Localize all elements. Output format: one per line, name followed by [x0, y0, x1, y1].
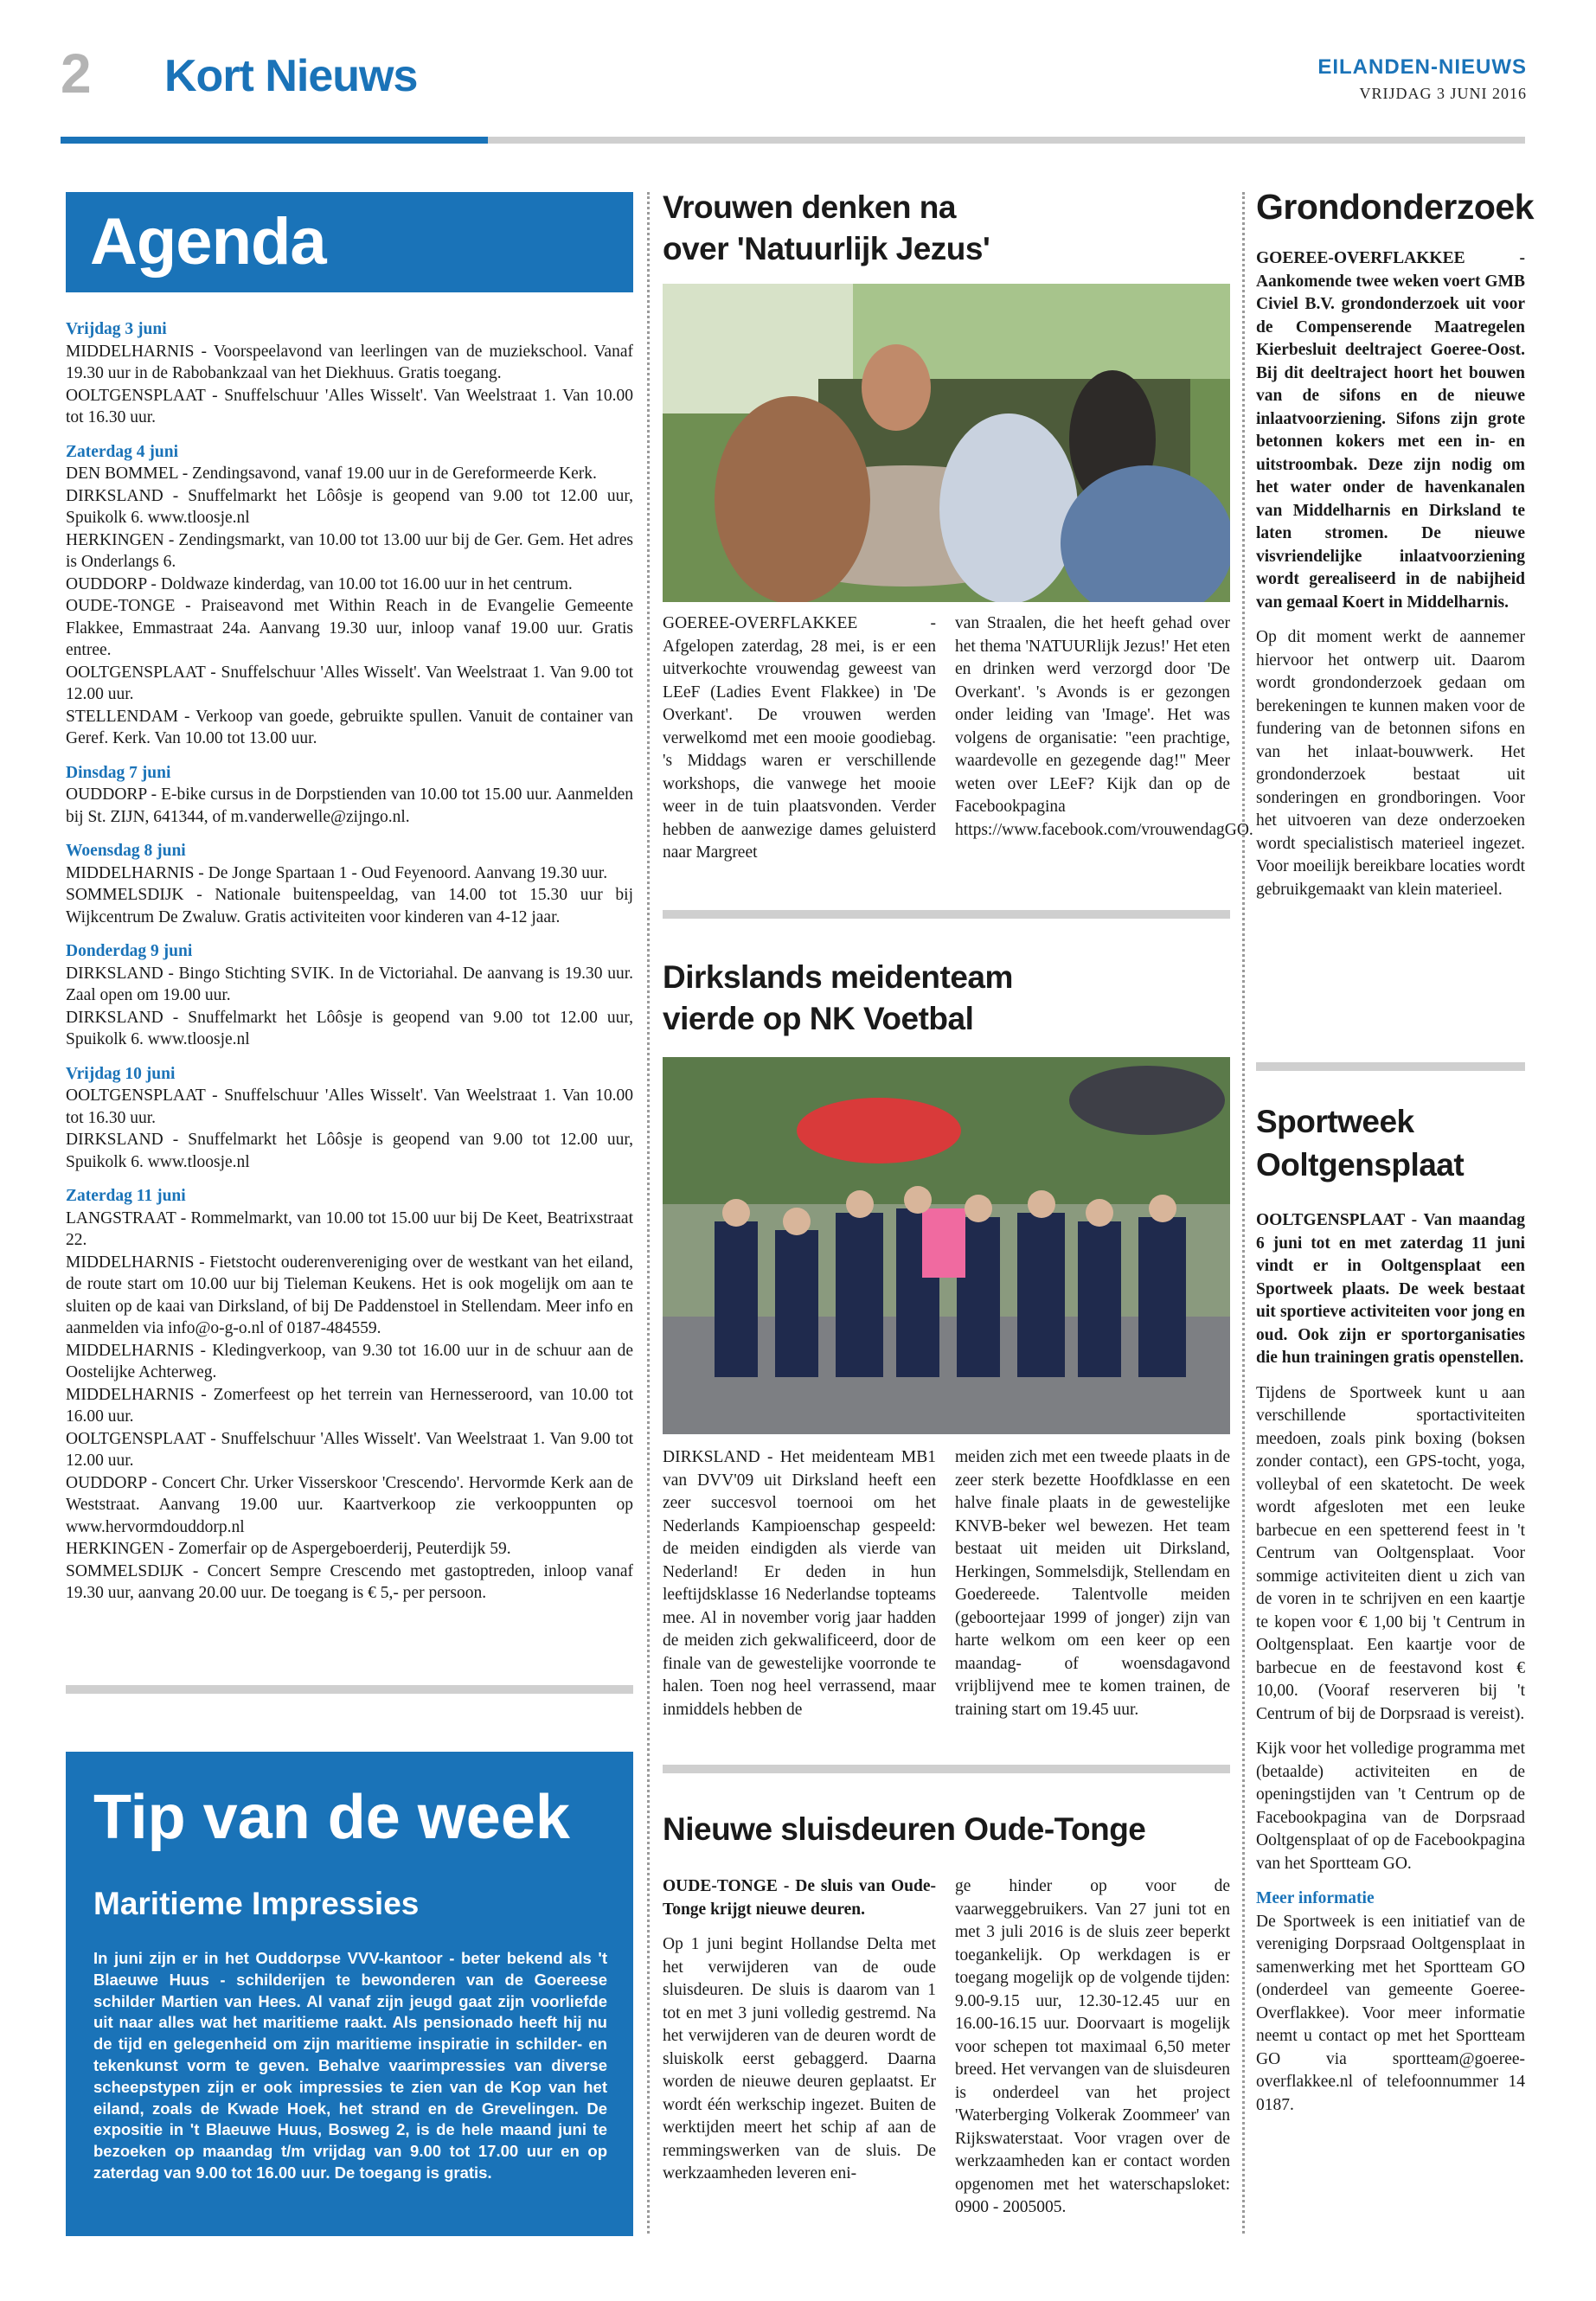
- agenda-item: DIRKSLAND - Bingo Stichting SVIK. In de Victoriahal. De aanvang is 19.30 uur. Zaal open om 19.00 uur.: [66, 964, 633, 1004]
- agenda-item: DEN BOMMEL - Zendingsavond, vanaf 19.00 uur in de Gereformeerde Kerk.: [66, 465, 597, 483]
- newspaper-logo: EILANDEN-NIEUWS: [1317, 55, 1527, 79]
- agenda-day-heading: Zaterdag 4 juni: [66, 442, 179, 461]
- agenda-item: MIDDELHARNIS - Voorspeelavond van leerlingen van de muziekschool. Vanaf 19.30 uur in de Rabobankzaal van het Diekhuus. Gratis toegang.: [66, 342, 633, 382]
- agenda-item: OOLTGENSPLAAT - Snuffelschuur 'Alles Wisselt'. Van Weelstraat 1. Van 10.00 tot 16.30 uur.: [66, 1086, 633, 1127]
- article2-col1: DIRKSLAND - Het meidenteam MB1 van DVV'09 uit Dirksland heeft een zeer succesvol toernooi om het Nederlands Kampioenschap gespeeld: de meiden eindigden als vierde van Nederland! Er deden in hun leeftijdsklasse 16 Nederlandse topteams mee. Al in november vorig jaar hadden de meiden zich gekwalificeerd, door de finale van de gewestelijke voorronde te halen. Toen nog heel verrassend, maar inmiddels hebben de: [663, 1448, 936, 1719]
- article5-lead: OOLTGENSPLAAT - Van maandag 6 juni tot en met zaterdag 11 juni vindt er in Ooltgensplaat een Sportweek plaats. De week bestaat uit sportieve activiteiten voor jong en oud. Ook zijn er sportorganisaties die hun trainingen gratis openstellen.: [1256, 1211, 1525, 1367]
- headline-line: over 'Natuurlijk Jezus': [663, 231, 990, 266]
- article2-col2: meiden zich met een tweede plaats in de zeer sterk bezette Hoofdklasse en een halve finale plaats in de gewestelijke KNVB-beker wel bewezen. Het team bestaat uit meiden uit Dirksland, Herkingen, Sommelsdijk, Stellendam en Goedereede. Talentvolle meiden (geboortejaar 1999 of jonger) zijn van harte welkom om een keer op een maandag- of woensdagavond vrijblijvend mee te komen trainen, de training start om 19.45 uur.: [955, 1448, 1230, 1719]
- agenda-item: MIDDELHARNIS - Fietstocht ouderenvereniging over de westkant van het eiland, de route start om 10.00 uur bij Tieleman Keukens. Het is ook mogelijk om aan te sluiten op de kaai van Dirksland, of bij De Paddenstoel in Stellendam. Meer info en aanmelden via info@o-g-o.nl of 0187-484559.: [66, 1253, 633, 1337]
- headline-line: Ooltgensplaat: [1256, 1147, 1465, 1183]
- column-divider: [647, 192, 650, 2234]
- article-rule: [663, 1765, 1230, 1773]
- agenda-item: OUDDORP - Doldwaze kinderdag, van 10.00 tot 16.00 uur in het centrum.: [66, 574, 573, 593]
- article5-body3: De Sportweek is een initiatief van de vereniging Dorpsraad Ooltgensplaat in samenwerking met het Sportteam GO (onderdeel van gemeente Goeree-Overflakkee). Voor meer informatie neemt u contact op met het Sportteam GO via sportteam@goeree-overflakkee.nl of telefoonnummer 14 0187.: [1256, 1912, 1525, 2114]
- article3-headline: Nieuwe sluisdeuren Oude-Tonge: [663, 1811, 1146, 1847]
- agenda-item: HERKINGEN - Zomerfair op de Aspergeboerderij, Peuterdijk 59.: [66, 1540, 511, 1558]
- article-rule: [663, 910, 1230, 919]
- article1-col2: van Straalen, die het heeft gehad over het thema 'NATUURlijk Jezus!' Het eten en drinken werd verzorgd door 'De Overkant'. 's Avonds is er gezongen onder leiding van 'Image'. Het was volgens de organisatie: "een prachtige, waardevolle en gezegende dag!" Meer weten over LEeF? Kijk dan op de Facebookpagina https://www.facebook.com/vrouwendagGO.: [955, 614, 1253, 839]
- agenda-item: OUDDORP - E-bike cursus in de Dorpstienden van 10.00 tot 15.00 uur. Aanmelden bij St. ZIJN, 641344, of m.vanderwelle@zijngo.nl.: [66, 785, 633, 826]
- agenda-day-heading: Vrijdag 3 juni: [66, 320, 167, 338]
- article-rule: [1256, 1062, 1525, 1071]
- article4-headline: Grondonderzoek: [1256, 187, 1535, 227]
- headline-line: Sportweek: [1256, 1104, 1414, 1139]
- agenda-day-heading: Donderdag 9 juni: [66, 942, 193, 960]
- article5-body1: Tijdens de Sportweek kunt u aan verschillende sportactiviteiten meedoen, zoals pink boxing (boksen zonder contact), een GPS-tocht, yoga, volleybal of een skatetocht. De week wordt afgesloten met een leuke barbecue en een spetterend feest in 't Centrum van Ooltgensplaat. Voor sommige activiteiten dient u zich van de voren in te schrijven en een kaartje te kopen voor € 1,00 bij 't Centrum in Ooltgensplaat. Een kaartje voor de barbecue en de feestavond kost € 10,00. (Vooraf reserveren bij 't Centrum of bij de Dorpsraad is vereist).: [1256, 1383, 1525, 1723]
- women-garden-photo: [663, 284, 1230, 602]
- agenda-item: DIRKSLAND - Snuffelmarkt het Lôôsje is geopend van 9.00 tot 12.00 uur, Spuikolk 6. www.tloosje.nl: [66, 1131, 633, 1171]
- more-info-label: Meer informatie: [1256, 1889, 1375, 1907]
- article4-lead: GOEREE-OVERFLAKKEE - Aankomende twee weken voert GMB Civiel B.V. grondonderzoek uit voor de Compenserende Maatregelen Kierbesluit deeltraject Goeree-Oost. Bij dit deeltraject hoort het bouwen van de sifons en de nieuwe inlaatvoorziening. Sifons zijn grote betonnen kokers met een in- en uitstroombak. Deze zijn nodig om het water onder de havenkanalen van Middelharnis en Dirksland te laten stromen. De nieuwe visvriendelijke inlaatvoorziening wordt gerealiseerd in de nabijheid van gemaal Koert in Middelharnis.: [1256, 249, 1525, 612]
- headline-line: Dirkslands meidenteam: [663, 959, 1013, 995]
- article5-body2: Kijk voor het volledige programma met (betaalde) activiteiten en de openingstijden van 't Centrum op de Facebookpagina van de Dorpsraad Ooltgensplaat of op de Facebookpagina van het Sportteam GO.: [1256, 1740, 1525, 1873]
- agenda-item: OUDDORP - Concert Chr. Urker Visserskoor 'Crescendo'. Hervormde Kerk aan de Weststraat. Aanvang 19.00 uur. Kaartverkoop zie verkooppunten op www.hervormdouddorp.nl: [66, 1473, 633, 1536]
- column-divider: [1242, 192, 1245, 2234]
- agenda-item: SOMMELSDIJK - Nationale buitenspeeldag, van 14.00 tot 15.30 uur bij Wijkcentrum De Zwaluw. Gratis activiteiten voor kinderen van 4-12 jaar.: [66, 886, 633, 926]
- agenda-title: Agenda: [90, 205, 326, 279]
- agenda-day-heading: Dinsdag 7 juni: [66, 763, 171, 782]
- article3-col1: [663, 1875, 936, 2186]
- agenda-item: MIDDELHARNIS - Kledingverkoop, van 9.30 tot 16.00 uur in de schuur aan de Oostelijke Achterweg.: [66, 1341, 633, 1381]
- agenda-item: DIRKSLAND - Snuffelmarkt het Lôôsje is geopend van 9.00 tot 12.00 uur, Spuikolk 6. www.tloosje.nl: [66, 1008, 633, 1048]
- article1-col1: GOEREE-OVERFLAKKEE - Afgelopen zaterdag, 28 mei, is er een uitverkochte vrouwendag geweest van LEeF (Ladies Event Flakkee) in 'De Overkant'. De vrouwen werden verwelkomd met een mooie goodiebag. 's Middags waren er verschillende workshops, die vanwege het mooie weer in de tuin plaatsvonden. Verder hebben de aanwezige dames geluisterd naar Margreet: [663, 614, 936, 862]
- headline-line: Vrouwen denken na: [663, 189, 956, 225]
- header-rule: [488, 137, 1525, 144]
- agenda-item: OOLTGENSPLAAT - Snuffelschuur 'Alles Wisselt'. Van Weelstraat 1. Van 9.00 tot 12.00 uur.: [66, 1429, 633, 1470]
- article5-headline: [1256, 1100, 1525, 1187]
- article3-lead: OUDE-TONGE - De sluis van Oude-Tonge krijgt nieuwe deuren.: [663, 1877, 936, 1919]
- photo-illustration: [663, 284, 1230, 602]
- agenda-item: MIDDELHARNIS - Zomerfeest op het terrein van Hernesseroord, van 10.00 tot 16.00 uur.: [66, 1385, 633, 1426]
- agenda-item: OUDE-TONGE - Praiseavond met Within Reach in de Evangelie Gemeente Flakkee, Emmastraat 24a. Aanvang 19.30 uur, inloop vanaf 19.00 uur. Gratis entree.: [66, 597, 633, 659]
- article3-body: Op 1 juni begint Hollandse Delta met het verwijderen van de oude sluisdeuren. De sluis is daarom van 1 tot en met 3 juni volledig gestremd. Na het verwijderen van de deuren wordt de sluiskolk eerst gebaggerd. Daarna worden de nieuwe deuren geplaatst. Er wordt één werkschip ingezet. Buiten de werktijden meert het schip af aan de remmingswerken van de sluis. De werkzaamheden leveren eni-: [663, 1935, 936, 2182]
- article4-body: Op dit moment werkt de aannemer hiervoor het ontwerp uit. Daarom wordt grondonderzoek gedaan om berekeningen te kunnen maken voor de fundering van de betonnen sifons en van het inlaat-bouwwerk. Het grondonderzoek bestaat uit sonderingen en grondboringen. Voor het uitvoeren van deze onderzoeken wordt specialistisch materieel ingezet. Voor moeilijk bereikbare locaties wordt gebruikgemaakt van klein materieel.: [1256, 628, 1525, 899]
- header-rule-accent: [61, 137, 488, 144]
- agenda-item: DIRKSLAND - Snuffelmarkt het Lôôsje is geopend van 9.00 tot 12.00 uur, Spuikolk 6. www.tloosje.nl: [66, 486, 633, 527]
- article2-headline: [663, 957, 1230, 1040]
- agenda-item: STELLENDAM - Verkoop van goede, gebruikte spullen. Vanuit de container van Geref. Kerk. Van 10.00 tot 13.00 uur.: [66, 707, 633, 747]
- page-number: 2: [61, 42, 92, 105]
- tip-text: In juni zijn er in het Ouddorpse VVV-kantoor - beter bekend als 't Blaeuwe Huus - schilderijen te bewonderen van de Goereese schilder Martien van Hees. Al vanaf zijn jeugd gaat zijn voorliefde uit naar alles wat het maritieme raakt. Als pensionado heeft hij nu de tijd en gelegenheid om zijn maritieme inspiratie in schilder- en tekenkunst vorm te geven. Behalve vaarimpressies van diverse scheepstypen zijn er ook impressies te zien van de Kop van het eiland, zoals de Kwade Hoek, het strand en de Grevelingen. De expositie in 't Blaeuwe Huus, Bosweg 2, is de hele maand juni te bezoeken op maandag t/m vrijdag van 9.00 tot 17.00 uur en op zaterdag van 9.00 tot 16.00 uur. De toegang is gratis.: [93, 1949, 607, 2182]
- agenda-item: MIDDELHARNIS - De Jonge Spartaan 1 - Oud Feyenoord. Aanvang 19.30 uur.: [66, 863, 608, 882]
- agenda-item: OOLTGENSPLAAT - Snuffelschuur 'Alles Wisselt'. Van Weelstraat 1. Van 10.00 tot 16.30 uur.: [66, 386, 633, 426]
- agenda-day-heading: Zaterdag 11 juni: [66, 1187, 186, 1205]
- agenda-day-heading: Woensdag 8 juni: [66, 842, 186, 860]
- article5-text: [1256, 1209, 1525, 2117]
- agenda-day-heading: Vrijdag 10 juni: [66, 1064, 176, 1083]
- agenda-item: LANGSTRAAT - Rommelmarkt, van 10.00 tot 15.00 uur bij De Keet, Beatrixstraat 22.: [66, 1208, 633, 1249]
- agenda-item: HERKINGEN - Zendingsmarkt, van 10.00 tot 13.00 uur bij de Ger. Gem. Het adres is Onderlangs 6.: [66, 530, 633, 571]
- agenda-item: OOLTGENSPLAAT - Snuffelschuur 'Alles Wisselt'. Van Weelstraat 1. Van 9.00 tot 12.00 uur.: [66, 663, 633, 703]
- article3-col2: ge hinder op voor de vaarweggebruikers. Van 27 juni tot en met 3 juli 2016 is de sluis zeer beperkt toegankelijk. Op werkdagen is er toegang mogelijk op de volgende tijden: 9.00-9.15 uur, 12.30-12.45 uur en 16.00-16.15 uur. Doorvaart is mogelijk voor schepen tot maximaal 6,50 meter breed. Het vervangen van de sluisdeuren is onderdeel van het project 'Waterberging Volkerak Zoommeer' van Rijkswaterstaat. Voor vragen over de werkzaamheden kan er contact worden opgenomen met het waterschapsloket: 0900 - 2005005.: [955, 1877, 1230, 2216]
- issue-date: VRIJDAG 3 JUNI 2016: [1359, 85, 1527, 102]
- photo-illustration: [663, 1057, 1230, 1434]
- tip-subtitle: Maritieme Impressies: [93, 1886, 420, 1921]
- football-team-photo: [663, 1057, 1230, 1434]
- tip-title: Tip van de week: [93, 1783, 570, 1852]
- headline-line: vierde op NK Voetbal: [663, 1001, 974, 1036]
- agenda-item: SOMMELSDIJK - Concert Sempre Crescendo met gastoptreden, inloop vanaf 19.30 uur, aanvang 20.00 uur. De toegang is € 5,- per persoon.: [66, 1561, 633, 1602]
- article4-text: [1256, 247, 1525, 901]
- section-title: Kort Nieuws: [164, 51, 418, 101]
- article1-headline: [663, 187, 1230, 270]
- agenda-list: [66, 318, 633, 1605]
- agenda-bottom-rule: [66, 1685, 633, 1694]
